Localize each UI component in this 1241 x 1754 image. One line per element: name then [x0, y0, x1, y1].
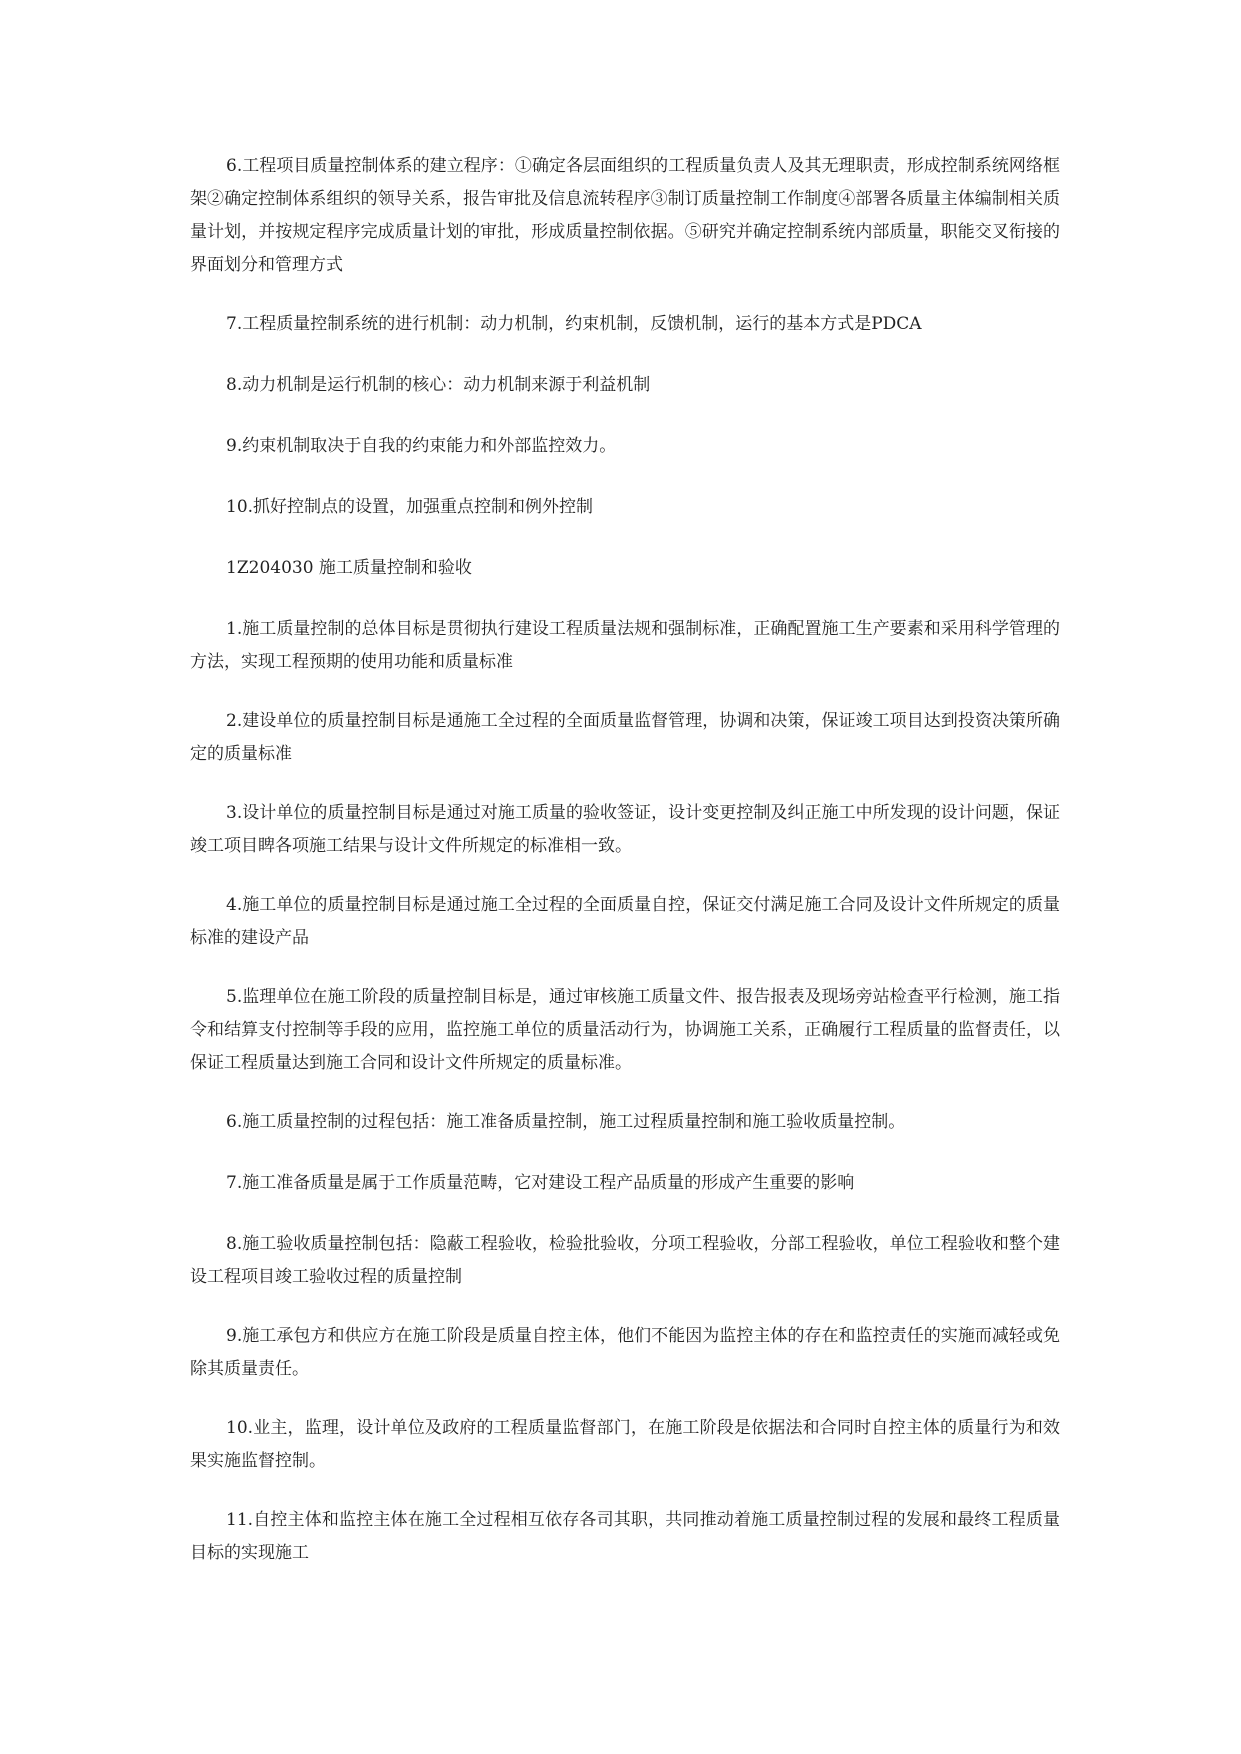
paragraph-self-control-subject: 9.施工承包方和供应方在施工阶段是质量自控主体，他们不能因为监控主体的存在和监控责任的实施而减轻或免除其质量责任。 — [190, 1326, 1060, 1379]
paragraph-overall-goal: 1.施工质量控制的总体目标是贯彻执行建设工程质量法规和强制标准，正确配置施工生产要素和采用科学管理的方法，实现工程预期的使用功能和质量标准 — [190, 619, 1060, 672]
paragraph-control-points: 10.抓好控制点的设置，加强重点控制和例外控制 — [226, 497, 594, 517]
paragraph-acceptance-control: 8.施工验收质量控制包括：隐蔽工程验收，检验批验收，分项工程验收，分部工程验收，单位工程验收和整个建设工程项目竣工验收过程的质量控制 — [190, 1234, 1060, 1287]
paragraph-monitoring-parties: 10.业主，监理，设计单位及政府的工程质量监督部门，在施工阶段是依据法和合同时自控主体的质量行为和效果实施监督控制。 — [190, 1418, 1060, 1471]
paragraph-constraint-mechanism: 9.约束机制取决于自我的约束能力和外部监控效力。 — [226, 436, 617, 456]
paragraph-mutual-dependence: 11.自控主体和监控主体在施工全过程相互依存各司其职，共同推动着施工质量控制过程的发展和最终工程质量目标的实现施工 — [190, 1510, 1060, 1563]
paragraph-system-setup-procedure: 6.工程项目质量控制体系的建立程序：①确定各层面组织的工程质量负责人及其无理职责，形成控制系统网络框架②确定控制体系组织的领导关系，报告审批及信息流转程序③制订质量控制工作制度④部署各质量主体编制相关质量计划，并按规定程序完成质量计划的审批，形成质量控制依据。⑤研究并确定控制系统内部质量，职能交叉衔接的界面划分和管理方式 — [190, 156, 1060, 275]
paragraph-owner-goal: 2.建设单位的质量控制目标是通施工全过程的全面质量监督管理，协调和决策，保证竣工项目达到投资决策所确定的质量标准 — [190, 711, 1060, 764]
paragraph-supervisor-goal: 5.监理单位在施工阶段的质量控制目标是，通过审核施工质量文件、报告报表及现场旁站检查平行检测，施工指令和结算支付控制等手段的应用，监控施工单位的质量活动行为，协调施工关系，正确履行工程质量的监督责任，以保证工程质量达到施工合同和设计文件所规定的质量标准。 — [190, 987, 1060, 1073]
section-heading: 1Z204030 施工质量控制和验收 — [226, 558, 472, 578]
paragraph-designer-goal: 3.设计单位的质量控制目标是通过对施工质量的验收签证，设计变更控制及纠正施工中所发现的设计问题，保证竣工项目睥各项施工结果与设计文件所规定的标准相一致。 — [190, 803, 1060, 856]
paragraph-control-process: 6.施工质量控制的过程包括：施工准备质量控制，施工过程质量控制和施工验收质量控制。 — [226, 1112, 906, 1132]
paragraph-driving-mechanism: 8.动力机制是运行机制的核心：动力机制来源于利益机制 — [226, 375, 651, 395]
document-page — [190, 150, 1060, 1596]
paragraph-contractor-goal: 4.施工单位的质量控制目标是通过施工全过程的全面质量自控，保证交付满足施工合同及设计文件所规定的质量标准的建设产品 — [190, 895, 1060, 948]
paragraph-operating-mechanism: 7.工程质量控制系统的进行机制：动力机制，约束机制，反馈机制，运行的基本方式是PDCA — [226, 314, 922, 334]
paragraph-preparation-quality: 7.施工准备质量是属于工作质量范畴，它对建设工程产品质量的形成产生重要的影响 — [226, 1173, 855, 1193]
